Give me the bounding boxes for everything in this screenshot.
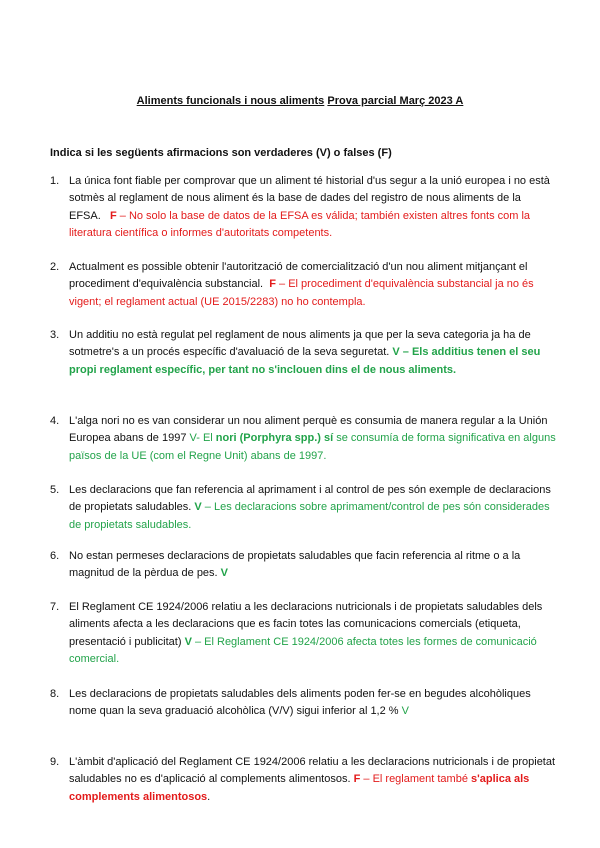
question-9 xyxy=(50,754,560,806)
answer-explanation: – El Reglament CE 1924/2006 afecta totes les formes de comunicació comercial. xyxy=(69,635,537,665)
question-2 xyxy=(50,259,560,311)
answer-verdict: V xyxy=(401,705,409,718)
answer-explanation-start: - El xyxy=(196,432,213,445)
answer-verdict: V xyxy=(184,635,192,648)
answer-explanation-emphasis: s'aplica als complements alimentosos xyxy=(69,773,530,803)
question-number: 4. xyxy=(50,415,60,427)
question-number: 2. xyxy=(50,261,60,273)
answer-explanation: – El procediment d'equivalència substancial ja no és vigent; el reglament actual (UE 2015/2283) no ho contempla. xyxy=(69,278,534,308)
page-title xyxy=(0,95,600,107)
answer-explanation-start: – El reglament també xyxy=(363,773,468,786)
answer-verdict: V xyxy=(194,501,202,514)
answer-verdict: V xyxy=(220,567,229,580)
question-number: 1. xyxy=(50,175,60,187)
question-number: 3. xyxy=(50,329,60,341)
question-5 xyxy=(50,482,560,534)
question-4 xyxy=(50,413,560,465)
answer-explanation: – Els additius tenen el seu propi reglament específic, per tant no s'inclouen dins el de nous aliments. xyxy=(69,346,541,376)
answer-verdict: V xyxy=(189,432,197,445)
answer-explanation-end: . xyxy=(207,790,211,803)
statement: La única font fiable per comprovar que un aliment té historial d'us segur a la unió europea i no està sotmès al reglament de nous aliment és la base de dades del registro de nous aliments de la EFSA. xyxy=(69,175,550,222)
title-course: Aliments funcionals i nous aliments xyxy=(136,95,325,107)
answer-verdict: V xyxy=(392,346,400,359)
statement: Les declaracions que fan referencia al aprimament i al control de pes són exemple de declaracions de propietats saludables. xyxy=(69,484,551,514)
instructions: Indica si les següents afirmacions son verdaderes (V) o falses (F) xyxy=(50,147,392,159)
answer-explanation: – No solo la base de datos de la EFSA es válida; también existen altres fonts com la literatura científica o informes d'autoritats competents. xyxy=(69,209,531,239)
title-exam: Prova parcial Març 2023 A xyxy=(327,95,464,107)
question-7 xyxy=(50,599,560,668)
statement: L'alga nori no es van considerar un nou aliment perquè es consumia de manera regular a la Unión Europea abans de 1997 xyxy=(69,415,548,445)
question-8 xyxy=(50,686,560,721)
answer-explanation-emphasis: nori (Porphyra spp.) sí xyxy=(215,432,334,445)
statement: No estan permeses declaracions de propietats saludables que facin referencia al ritme o a la magnitud de la pèrdua de pes. xyxy=(69,550,521,580)
statement: Un additiu no està regulat pel reglament de nous aliments ja que per la seva categoria ja ha de sotmetre's a un procés específic d'avaluació de la seva seguretat. xyxy=(69,329,531,359)
question-6 xyxy=(50,548,560,583)
answer-verdict: F xyxy=(109,209,117,222)
answer-explanation-end: se consumía de forma significativa en alguns països de la UE (com el Regne Unit) abans de 1997. xyxy=(69,432,556,462)
answer-verdict: F xyxy=(269,278,276,291)
question-number: 6. xyxy=(50,550,60,562)
statement: L'àmbit d'aplicació del Reglament CE 1924/2006 relatiu a les declaracions nutricionals i de propietat saludables no es d'aplicació al complements alimentosos. xyxy=(69,756,556,786)
question-3 xyxy=(50,327,560,379)
question-number: 8. xyxy=(50,688,60,700)
statement: Les declaracions de propietats saludables dels aliments poden fer-se en begudes alcohòliques nome quan la seva graduació alcohòlica (V/V) sigui inferior al 1,2 % xyxy=(69,688,531,718)
question-number: 7. xyxy=(50,601,60,613)
statement: Actualment es possible obtenir l'autorització de comercialització d'un nou aliment mitjançant el procediment d'equivalència substancial. xyxy=(69,261,528,291)
statement: El Reglament CE 1924/2006 relatiu a les declaracions nutricionals i de propietats saludables dels aliments afecta a les declaracions que es facin totes las comunicacions comercials (etiqueta, presentació i publicitat) xyxy=(69,601,543,648)
question-1 xyxy=(50,173,560,242)
answer-verdict: F xyxy=(353,773,361,786)
question-number: 5. xyxy=(50,484,60,496)
question-number: 9. xyxy=(50,756,60,768)
answer-explanation: – Les declaracions sobre aprimament/control de pes són considerades de propietats saludables. xyxy=(69,501,550,531)
